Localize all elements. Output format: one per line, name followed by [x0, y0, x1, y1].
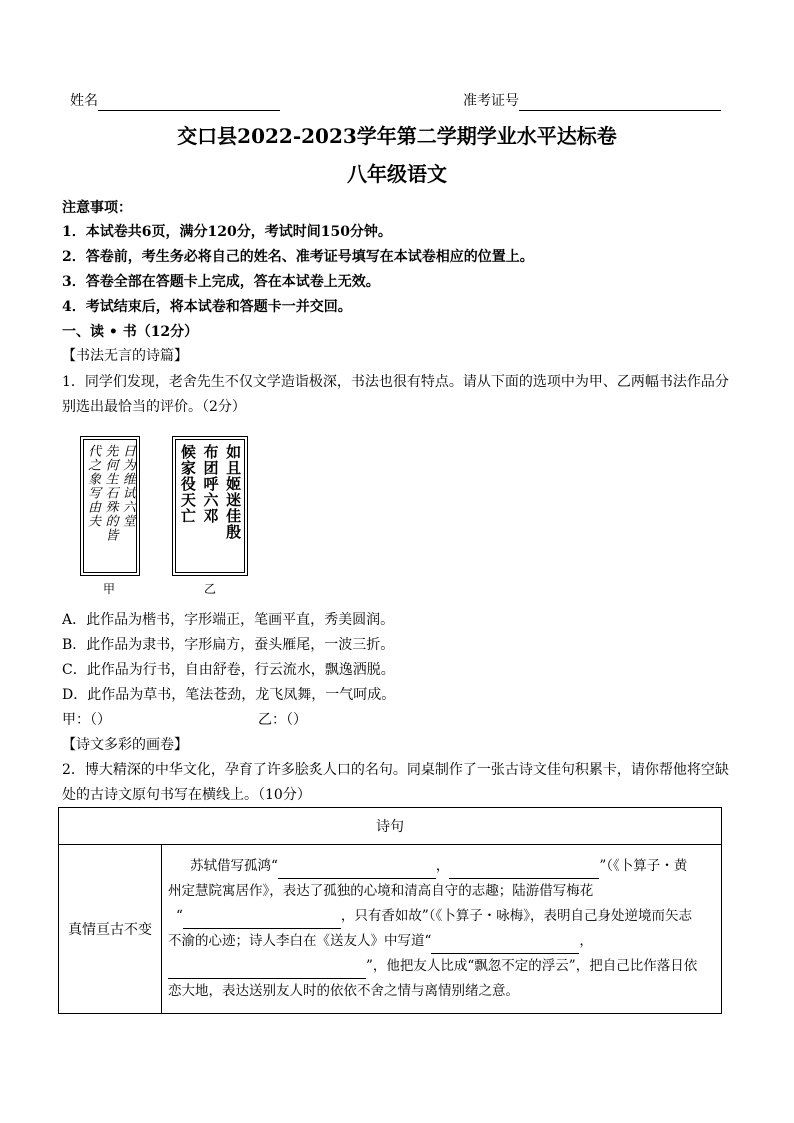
jia-col-1: 日为维试六堂 [119, 444, 135, 528]
yi-col-2: 布团呼六邓 [201, 444, 220, 524]
row-content [162, 845, 722, 1014]
q2-text-line1: 2．博大精深的中华文化，孕育了许多脍炙人口的名句。同桌制作了一张古诗文佳句积累卡，请你帮他将空缺 [62, 762, 729, 778]
id-blank [519, 96, 721, 111]
q1-text-line2: 别选出最恰当的评价。（2分） [62, 399, 246, 415]
option-d: D．此作品为草书，笔法苍劲，龙飞凤舞，一气呵成。 [62, 687, 396, 703]
part1-heading: 【书法无言的诗篇】 [62, 348, 188, 364]
q2-text-line2: 处的古诗文原句书写在横线上。（10分） [62, 787, 311, 803]
poem-table [58, 807, 722, 1014]
table-row [59, 845, 722, 1014]
id-field [463, 91, 721, 111]
yi-caption: 乙 [204, 582, 217, 596]
yi-col-1: 如且姬迷佳殷 [224, 444, 243, 540]
table-header-row [59, 808, 722, 845]
blank-3[interactable] [183, 912, 341, 929]
blank-5[interactable] [168, 962, 366, 979]
q1-text-line1: 1．同学们发现，老舍先生不仅文学造诣极深，书法也很有特点。请从下面的选项中为甲、乙两幅书法作品分 [62, 374, 729, 390]
calligraphy-yi [172, 436, 248, 576]
exam-subtitle: 八年级语文 [347, 162, 447, 186]
section-heading: 一、读 • 书（12分） [62, 324, 199, 340]
blank-4[interactable] [431, 937, 579, 954]
notice-item-1: 1．本试卷共6页，满分120分，考试时间150分钟。 [62, 224, 392, 240]
jia-caption: 甲 [103, 582, 116, 596]
notice-item-4: 4．考试结束后，将本试卷和答题卡一并交回。 [62, 299, 352, 315]
poem-line-1: 苏轼借写孤鸿“ ， ”（《卜算子・黄 [168, 854, 713, 879]
jia-col-3: 代之象写由夫 [85, 444, 101, 528]
calligraphy-jia [80, 436, 140, 576]
answer-jia: 甲：（） [62, 712, 111, 728]
exam-title: 交口县2022-2023学年第二学期学业水平达标卷 [177, 124, 617, 148]
name-blank [98, 96, 280, 111]
answer-yi: 乙：（） [258, 712, 307, 728]
name-label: 姓名 [70, 93, 98, 109]
poem-line-4: 不渝的心迹；诗人李白在《送友人》中写道“ ， [168, 929, 713, 954]
jia-col-2: 先何生石殊的皆 [102, 444, 118, 542]
option-b: B．此作品为隶书，字形扁方，蚕头雁尾，一波三折。 [62, 637, 395, 653]
poem-line-5: ”，他把友人比成“飘忽不定的浮云”，把自己比作落日依 [168, 954, 713, 979]
id-label: 准考证号 [463, 93, 519, 109]
poem-line-6: 恋大地，表达送别友人时的依依不舍之情与离情别绪之意。 [168, 983, 519, 999]
name-field [70, 91, 280, 111]
poem-line-2: 州定慧院寓居作》，表达了孤独的心境和清高自守的志趣；陆游借写梅花 [168, 883, 594, 899]
row-label: 真情亘古不变 [59, 845, 162, 1014]
notice-item-2: 2．答卷前，考生务必将自己的姓名、准考证号填写在本试卷相应的位置上。 [62, 249, 534, 265]
blank-1[interactable] [278, 862, 436, 879]
table-header: 诗句 [59, 808, 722, 845]
part2-heading: 【诗文多彩的画卷】 [62, 737, 188, 753]
notice-heading: 注意事项： [62, 200, 132, 216]
option-c: C．此作品为行书，自由舒卷，行云流水，飘逸洒脱。 [62, 662, 395, 678]
yi-col-3: 候家役天亡 [178, 444, 197, 524]
blank-2[interactable] [449, 862, 599, 879]
option-a: A．此作品为楷书，字形端正，笔画平直，秀美圆润。 [62, 612, 395, 628]
poem-line-3: “ ，只有香如故”（《卜算子・咏梅》，表明自己身处逆境而矢志 [168, 904, 713, 929]
notice-item-3: 3．答卷全部在答题卡上完成，答在本试卷上无效。 [62, 274, 380, 290]
